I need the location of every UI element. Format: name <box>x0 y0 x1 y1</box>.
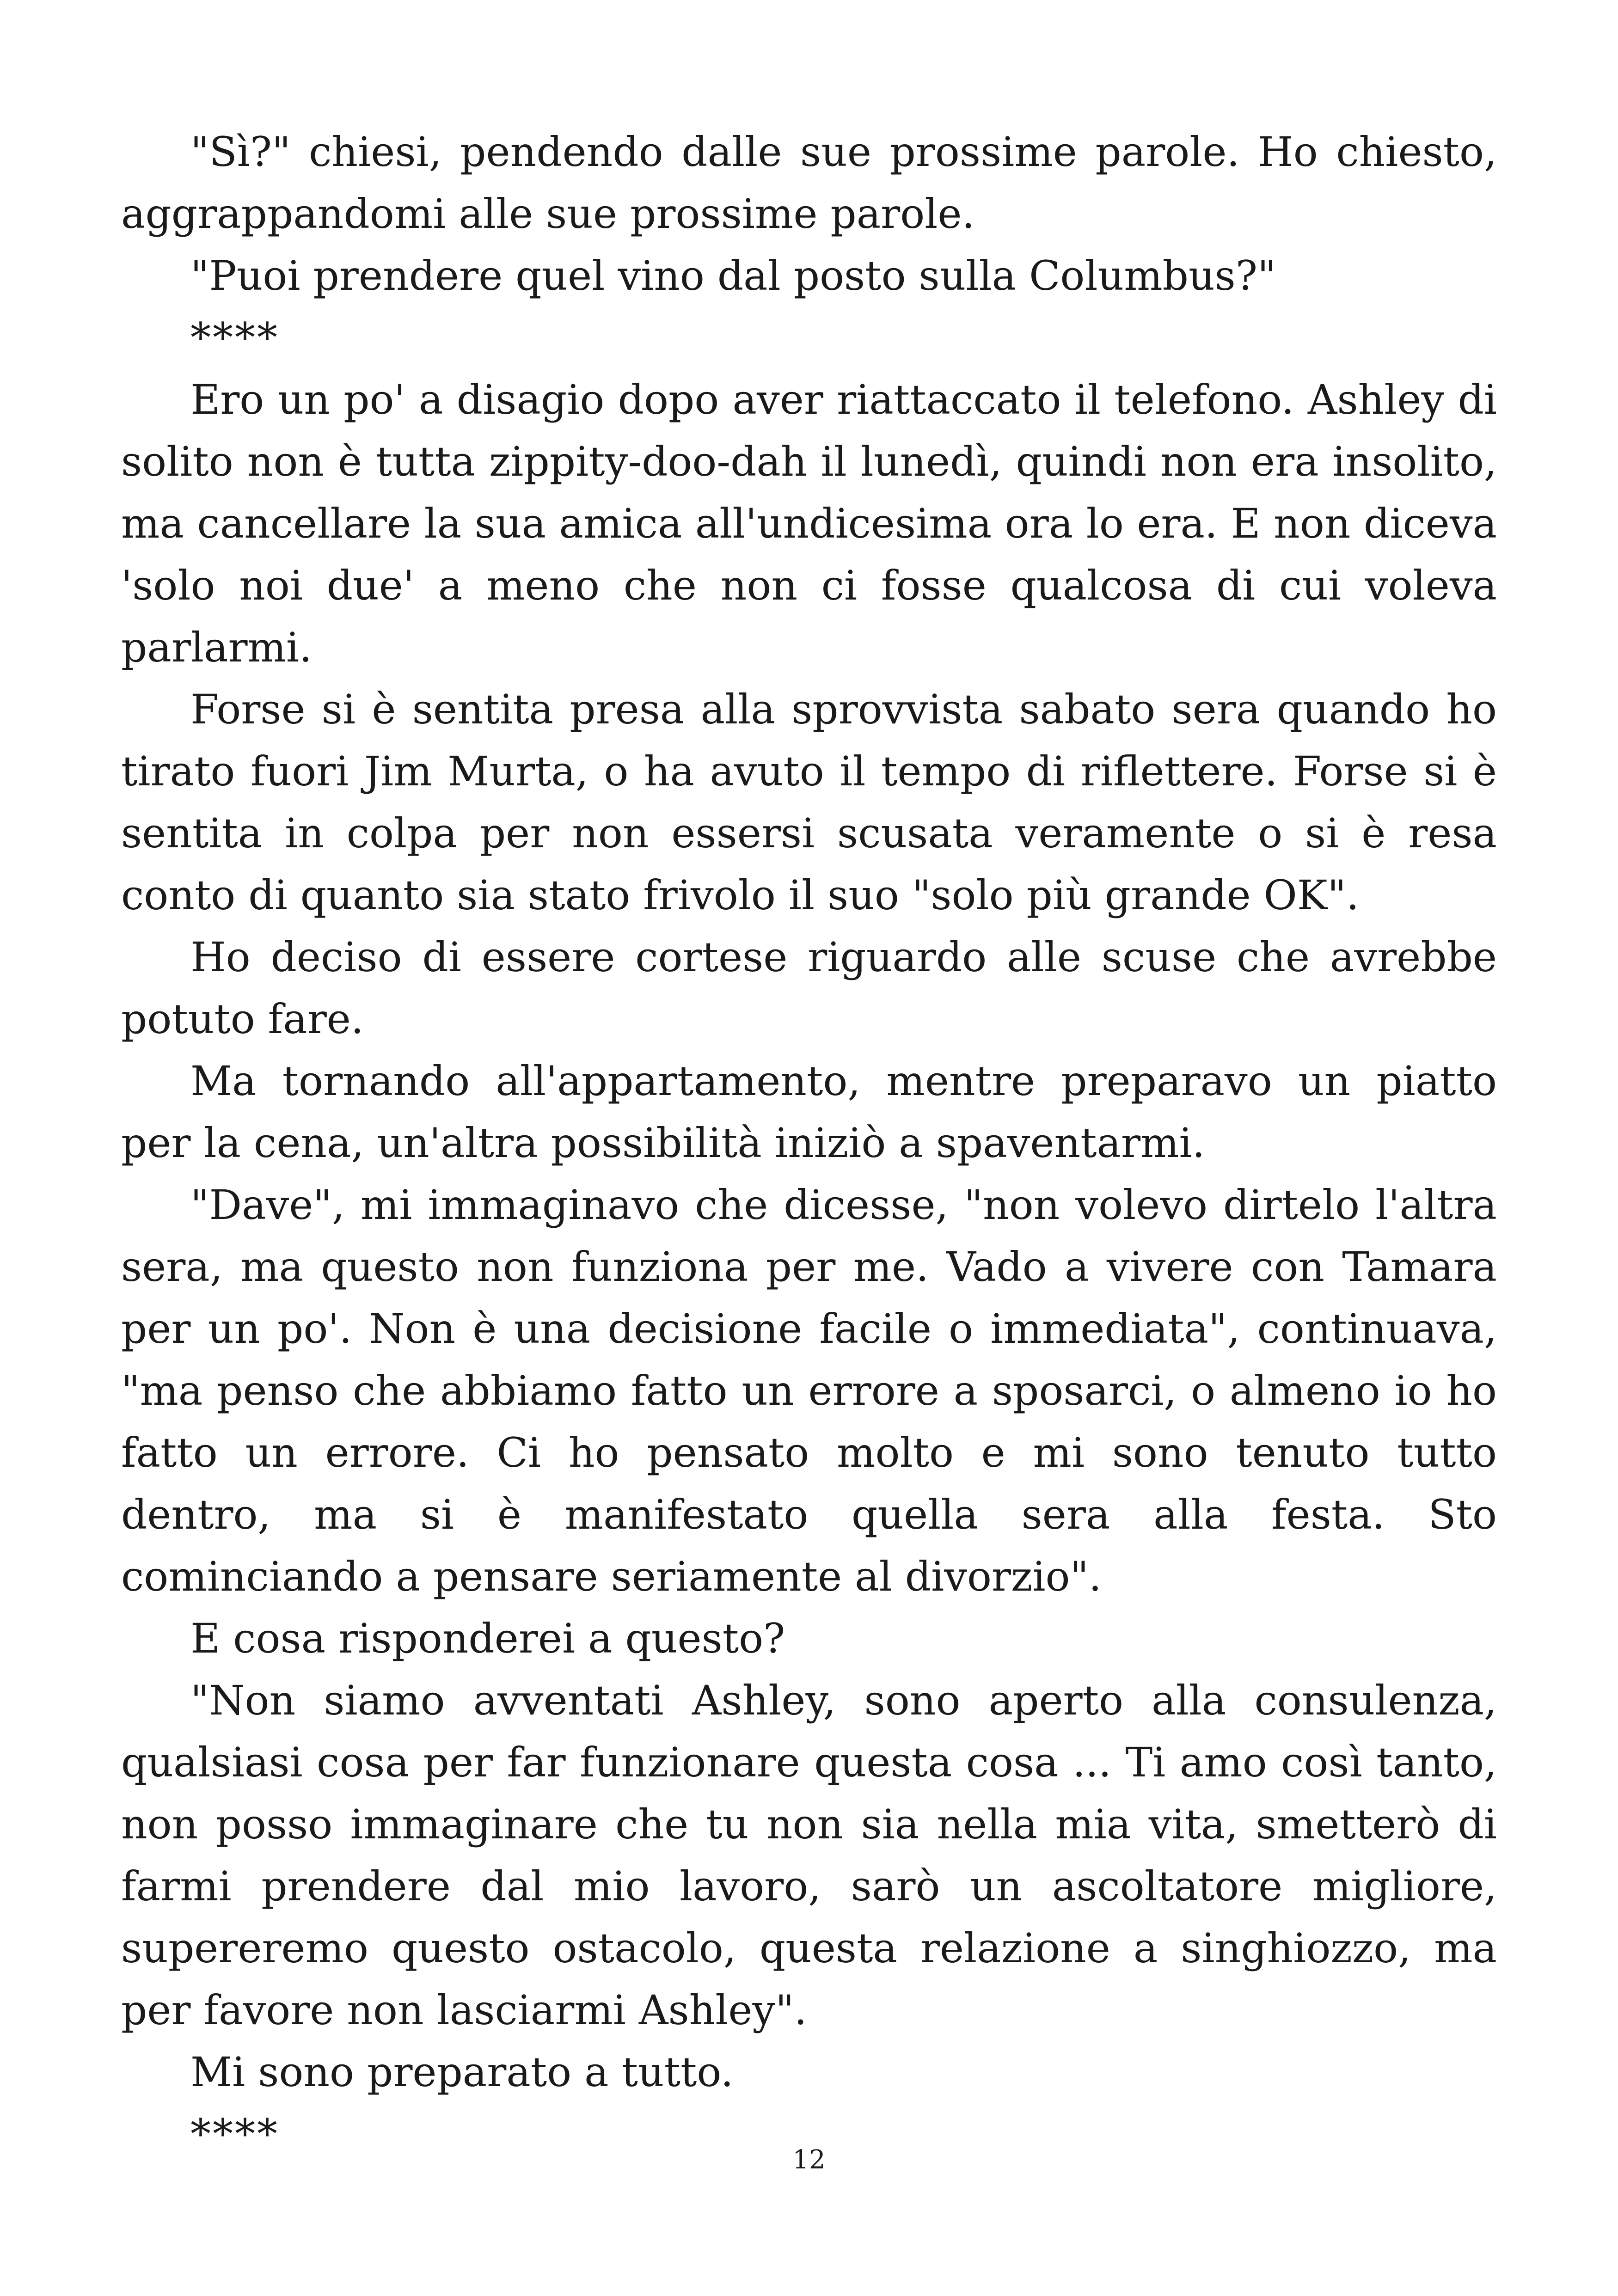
page-number: 12 <box>792 2145 826 2175</box>
paragraph: "Puoi prendere quel vino dal posto sulla Columbus?" <box>190 252 1276 300</box>
body-text <box>121 121 1497 2165</box>
paragraph: "Dave", mi immaginavo che dicesse, "non volevo dirtelo l'altra sera, ma questo non funziona per me. Vado a vivere con Tamara per un po'. Non è una decisione facile o immediata", continuava, "ma penso che abbiamo fatto un errore a sposarci, o almeno io ho fatto un errore. Ci ho pensato molto e mi sono tenuto tutto dentro, ma si è manifestato quella sera alla festa. Sto cominciando a pensare seriamente al divorzio". <box>121 1181 1497 1600</box>
paragraph: E cosa risponderei a questo? <box>190 1615 785 1662</box>
paragraph: Mi sono preparato a tutto. <box>190 2048 734 2096</box>
section-separator: **** <box>190 314 279 361</box>
section-separator: **** <box>190 2110 279 2158</box>
paragraph: Ho deciso di essere cortese riguardo alle scuse che avrebbe potuto fare. <box>121 933 1497 1043</box>
paragraph: Ero un po' a disagio dopo aver riattaccato il telefono. Ashley di solito non è tutta zippity-doo-dah il lunedì, quindi non era insolito, ma cancellare la sua amica all'undicesima ora lo era. E non diceva 'solo noi due' a meno che non ci fosse qualcosa di cui voleva parlarmi. <box>121 376 1497 671</box>
paragraph: "Sì?" chiesi, pendendo dalle sue prossime parole. Ho chiesto, aggrappandomi alle sue prossime parole. <box>121 128 1497 238</box>
paragraph: Forse si è sentita presa alla sprovvista sabato sera quando ho tirato fuori Jim Murta, o ha avuto il tempo di riflettere. Forse si è sentita in colpa per non essersi scusata veramente o si è resa conto di quanto sia stato frivolo il suo "solo più grande OK". <box>121 686 1497 919</box>
paragraph: "Non siamo avventati Ashley, sono aperto alla consulenza, qualsiasi cosa per far funzionare questa cosa ... Ti amo così tanto, non posso immaginare che tu non sia nella mia vita, smetterò di farmi prendere dal mio lavoro, sarò un ascoltatore migliore, supereremo questo ostacolo, questa relazione a singhiozzo, ma per favore non lasciarmi Ashley". <box>121 1677 1497 2034</box>
paragraph: Ma tornando all'appartamento, mentre preparavo un piatto per la cena, un'altra possibilità iniziò a spaventarmi. <box>121 1057 1497 1167</box>
